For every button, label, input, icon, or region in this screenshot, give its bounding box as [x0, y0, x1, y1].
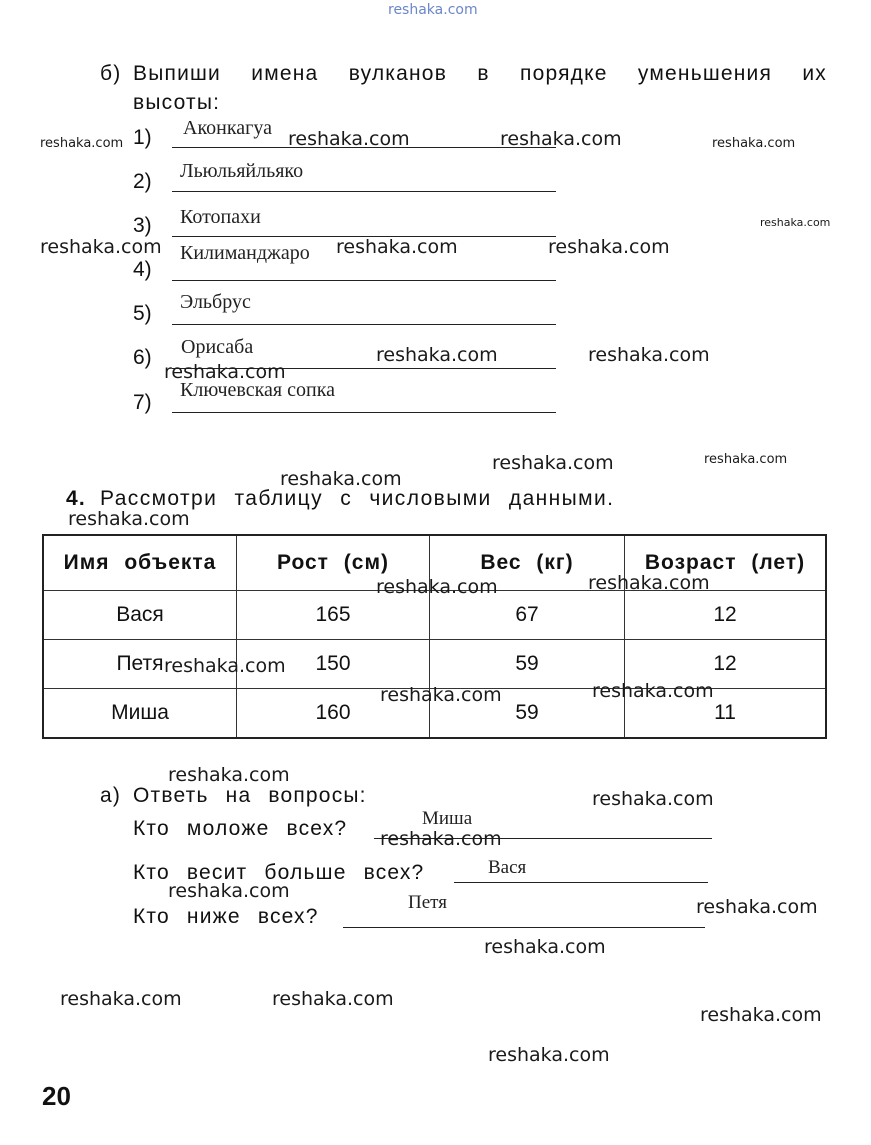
watermark: reshaka.com	[760, 216, 831, 229]
watermark: reshaka.com	[380, 828, 502, 850]
question-answer: Петя	[408, 892, 447, 913]
list-item-number: 7)	[133, 391, 152, 414]
answer-line	[172, 280, 556, 281]
watermark: reshaka.com	[280, 468, 402, 490]
answer-line	[172, 191, 556, 192]
list-item-number: 3)	[133, 214, 152, 237]
task-4-title: Рассмотри таблицу с числовыми данными.	[100, 487, 615, 510]
watermark: reshaka.com	[548, 236, 670, 258]
task-4-number: 4.	[66, 487, 86, 510]
watermark: reshaka.com	[68, 508, 190, 530]
watermark: reshaka.com	[712, 136, 796, 151]
watermark: reshaka.com	[500, 128, 622, 150]
answer-line	[172, 324, 556, 325]
table-cell: 165	[237, 591, 430, 640]
watermark: reshaka.com	[592, 788, 714, 810]
volcano-answer: Килиманджаро	[180, 242, 310, 264]
watermark: reshaka.com	[164, 655, 286, 677]
table-cell: 150	[237, 640, 430, 689]
list-item-number: 4)	[133, 258, 152, 281]
column-header: Вес (кг)	[430, 535, 625, 591]
task-b-line1: Выпиши имена вулканов в порядке уменьшения их	[133, 62, 827, 85]
volcano-answer: Аконкагуа	[183, 117, 272, 139]
watermark: reshaka.com	[380, 684, 502, 706]
watermark: reshaka.com	[168, 880, 290, 902]
task-b-marker: б)	[100, 62, 122, 85]
list-item-number: 5)	[133, 302, 152, 325]
question-text: Кто моложе всех?	[133, 817, 348, 840]
watermark: reshaka.com	[168, 764, 290, 786]
part-a-title: Ответь на вопросы:	[133, 784, 367, 807]
table-cell: 160	[237, 689, 430, 739]
column-header: Возраст (лет)	[625, 535, 827, 591]
watermark: reshaka.com	[272, 988, 394, 1010]
list-item-number: 6)	[133, 346, 152, 369]
watermark: reshaka.com	[336, 236, 458, 258]
header-watermark: reshaka.com	[388, 2, 478, 18]
table-cell: 12	[625, 640, 827, 689]
watermark: reshaka.com	[696, 896, 818, 918]
watermark: reshaka.com	[288, 128, 410, 150]
part-a-marker: а)	[100, 784, 122, 807]
table-cell: 67	[430, 591, 625, 640]
table-cell: 11	[625, 689, 827, 739]
watermark: reshaka.com	[376, 344, 498, 366]
volcano-answer: Котопахи	[180, 206, 261, 228]
question-answer: Миша	[422, 808, 473, 829]
watermark: reshaka.com	[700, 1004, 822, 1026]
watermark: reshaka.com	[588, 344, 710, 366]
watermark: reshaka.com	[40, 136, 124, 151]
watermark: reshaka.com	[376, 576, 498, 598]
task-b-line2: высоты:	[133, 91, 221, 114]
column-header: Имя объекта	[43, 535, 237, 591]
watermark: reshaka.com	[60, 988, 182, 1010]
volcano-answer: Эльбрус	[180, 291, 251, 313]
question-text: Кто ниже всех?	[133, 905, 319, 928]
volcano-answer: Ключевская сопка	[180, 379, 335, 401]
table-cell: Вася	[43, 591, 237, 640]
data-table	[42, 534, 827, 739]
volcano-answer: Льюльяйльяко	[180, 160, 304, 182]
question-text: Кто весит больше всех?	[133, 861, 425, 884]
watermark: reshaka.com	[40, 236, 162, 258]
answer-line	[454, 882, 708, 883]
list-item-number: 1)	[133, 126, 152, 149]
list-item-number: 2)	[133, 170, 152, 193]
table-cell: Миша	[43, 689, 237, 739]
answer-line	[343, 927, 705, 928]
watermark: reshaka.com	[592, 680, 714, 702]
table-cell: 12	[625, 591, 827, 640]
table-cell: Петя	[43, 640, 237, 689]
watermark: reshaka.com	[704, 452, 788, 467]
question-answer: Вася	[488, 857, 527, 878]
table-cell: 59	[430, 689, 625, 739]
page-number: 20	[42, 1081, 71, 1111]
watermark: reshaka.com	[484, 936, 606, 958]
answer-line	[172, 412, 556, 413]
column-header: Рост (см)	[237, 535, 430, 591]
watermark: reshaka.com	[492, 452, 614, 474]
watermark: reshaka.com	[164, 361, 286, 383]
volcano-answer: Орисаба	[181, 336, 254, 358]
watermark: reshaka.com	[488, 1044, 610, 1066]
watermark: reshaka.com	[588, 572, 710, 594]
table-cell: 59	[430, 640, 625, 689]
